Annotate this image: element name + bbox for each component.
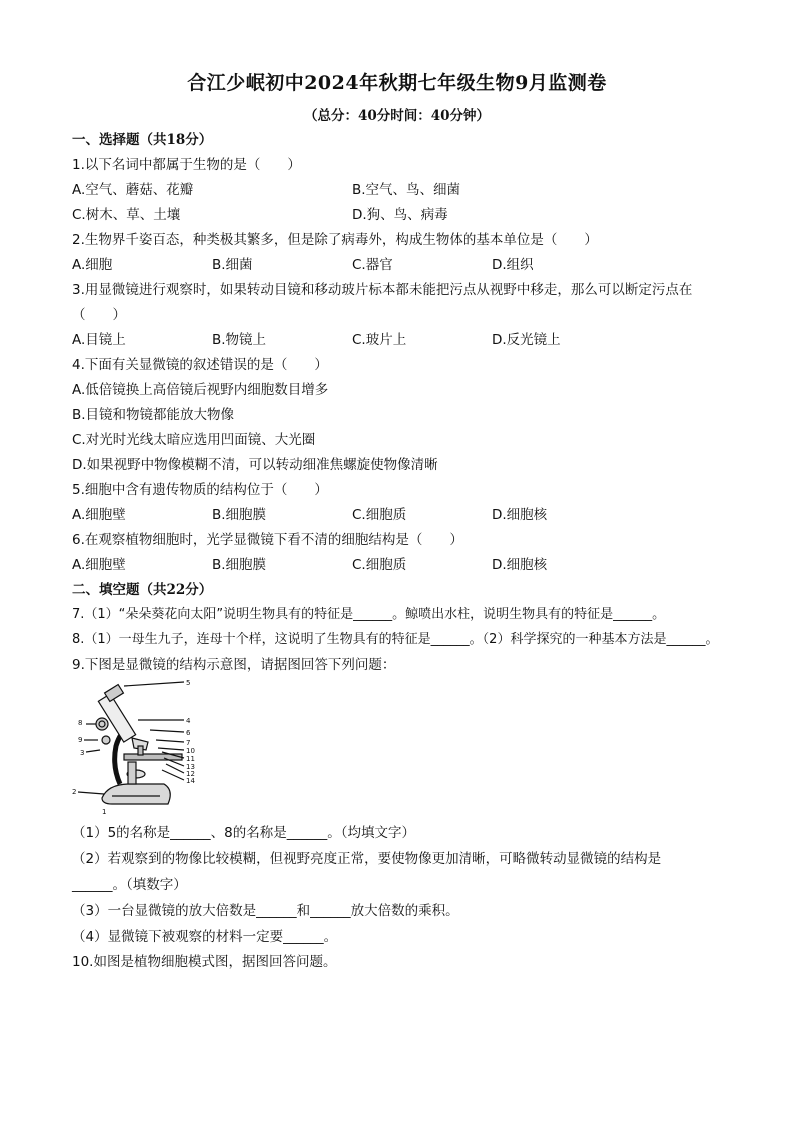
figure-label-12: 12 bbox=[186, 770, 195, 778]
question-stem: 2.生物界千姿百态，种类极其繁多，但是除了病毒外，构成生物体的基本单位是（ ） bbox=[72, 232, 598, 248]
figure-label-1: 1 bbox=[102, 808, 107, 816]
question-8: 8.（1）一母生九子，连母十个样，这说明了生物具有的特征是______。（2）科学探究的一种基本方法是______。 bbox=[72, 632, 719, 647]
figure-label-4: 4 bbox=[186, 717, 191, 725]
figure-label-5: 5 bbox=[186, 680, 191, 687]
figure-label-14: 14 bbox=[186, 777, 195, 785]
option-a: A.目镜上 bbox=[72, 332, 126, 348]
option-b: B.细胞膜 bbox=[212, 557, 267, 573]
option-b: B.空气、鸟、细菌 bbox=[352, 182, 461, 198]
option-a: A.细胞 bbox=[72, 257, 113, 273]
option-a: A.低倍镜换上高倍镜后视野内细胞数目增多 bbox=[72, 382, 329, 398]
question-7: 7.（1）“朵朵葵花向太阳”说明生物具有的特征是______。鲸喷出水柱，说明生物具有的特征是______。 bbox=[72, 607, 666, 622]
section-heading-choice: 一、选择题（共18分） bbox=[72, 132, 213, 148]
question-stem: 3.用显微镜进行观察时，如果转动目镜和移动玻片标本都未能把污点从视野中移走，那么可以断定污点在 bbox=[72, 282, 693, 298]
section-heading-fill: 二、填空题（共22分） bbox=[72, 582, 213, 598]
option-c: C.细胞质 bbox=[352, 557, 407, 573]
option-a: A.空气、蘑菇、花瓣 bbox=[72, 182, 194, 198]
question-9: 9.下图是显微镜的结构示意图，请据图回答下列问题： bbox=[72, 657, 396, 673]
option-b: B.目镜和物镜都能放大物像 bbox=[72, 407, 235, 423]
question-stem: 6.在观察植物细胞时，光学显微镜下看不清的细胞结构是（ ） bbox=[72, 532, 463, 548]
option-d: D.组织 bbox=[492, 257, 534, 273]
option-b: B.细菌 bbox=[212, 257, 253, 273]
option-a: A.细胞壁 bbox=[72, 557, 126, 573]
option-c: C.器官 bbox=[352, 257, 393, 273]
option-d: D.细胞核 bbox=[492, 507, 548, 523]
question-9-part-2-continued: ______。（填数字） bbox=[72, 877, 187, 893]
option-c: C.细胞质 bbox=[352, 507, 407, 523]
option-b: B.物镜上 bbox=[212, 332, 267, 348]
figure-label-7: 7 bbox=[186, 739, 191, 747]
figure-label-13: 13 bbox=[186, 763, 195, 771]
figure-label-11: 11 bbox=[186, 755, 195, 763]
page-subtitle: （总分：40分时间：40分钟） bbox=[303, 108, 491, 124]
option-c: C.对光时光线太暗应选用凹面镜、大光圈 bbox=[72, 432, 316, 448]
question-9-part-1: （1）5的名称是______、8的名称是______。（均填文字） bbox=[72, 825, 416, 841]
option-c: C.玻片上 bbox=[352, 332, 407, 348]
question-9-part-4: （4）显微镜下被观察的材料一定要______。 bbox=[72, 929, 338, 945]
option-b: B.细胞膜 bbox=[212, 507, 267, 523]
question-9-part-2: （2）若观察到的物像比较模糊，但视野亮度正常，要使物像更加清晰，可略微转动显微镜的结构是 bbox=[72, 851, 662, 867]
figure-label-2: 2 bbox=[72, 788, 77, 796]
question-stem: 5.细胞中含有遗传物质的结构位于（ ） bbox=[72, 482, 328, 498]
option-d: D.狗、鸟、病毒 bbox=[352, 207, 448, 223]
figure-label-10: 10 bbox=[186, 747, 195, 755]
option-a: A.细胞壁 bbox=[72, 507, 126, 523]
option-d: D.如果视野中物像模糊不清，可以转动细准焦螺旋使物像清晰 bbox=[72, 457, 438, 473]
question-10: 10.如图是植物细胞模式图，据图回答问题。 bbox=[72, 954, 337, 970]
figure-label-3: 3 bbox=[80, 749, 85, 757]
figure-label-9: 9 bbox=[78, 736, 83, 744]
microscope-diagram bbox=[72, 680, 198, 816]
option-d: D.反光镜上 bbox=[492, 332, 561, 348]
page-title: 合江少岷初中2024年秋期七年级生物9月监测卷 bbox=[187, 72, 607, 94]
figure-label-8: 8 bbox=[78, 719, 83, 727]
figure-label-6: 6 bbox=[186, 729, 191, 737]
question-9-part-3: （3）一台显微镜的放大倍数是______和______放大倍数的乘积。 bbox=[72, 903, 459, 919]
question-stem: 4.下面有关显微镜的叙述错误的是（ ） bbox=[72, 357, 328, 373]
option-c: C.树木、草、土壤 bbox=[72, 207, 181, 223]
question-stem: 1.以下名词中都属于生物的是（ ） bbox=[72, 157, 301, 173]
option-d: D.细胞核 bbox=[492, 557, 548, 573]
question-stem-continued: （ ） bbox=[72, 307, 126, 323]
